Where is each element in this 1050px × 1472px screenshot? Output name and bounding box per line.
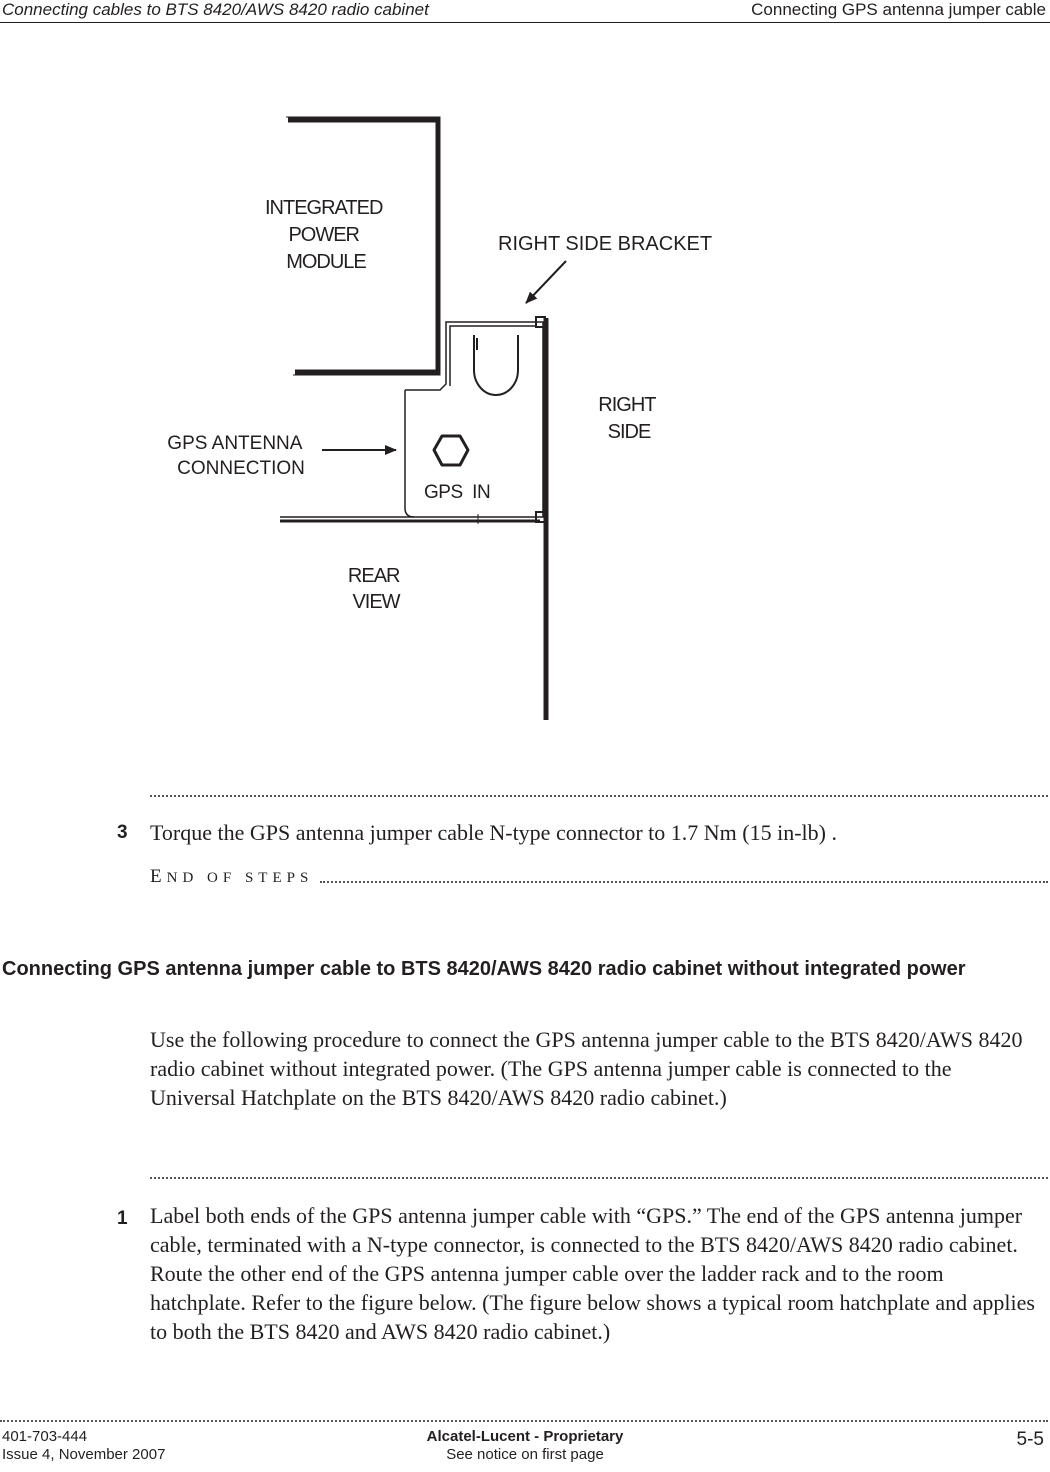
label-right-side-bracket: RIGHT SIDE BRACKET	[498, 233, 713, 255]
label-integrated-power-module	[265, 197, 387, 273]
step-number: 1	[117, 1208, 128, 1229]
section-intro: Use the following procedure to connect the GPS antenna jumper cable to the BTS 8420/AWS 8420 radio cabinet without integrated power. (The GPS antenna jumper cable is connected to the Universal Hatchplate on the BTS 8420/AWS 8420 radio cabinet.)	[150, 1027, 1023, 1110]
right-side-line-2: SIDE	[607, 421, 651, 443]
label-right-side	[598, 394, 659, 443]
issue-date: Issue 4, November 2007	[2, 1446, 166, 1463]
right-side-line-1: RIGHT	[598, 394, 656, 416]
integrated-power-module-outline	[286, 117, 440, 375]
running-header-right: Connecting GPS antenna jumper cable	[751, 0, 1046, 19]
gps-in-connector	[434, 436, 468, 465]
footer-rule	[0, 1420, 1048, 1422]
step-number: 3	[117, 822, 128, 843]
bracket-leader-arrow	[526, 261, 566, 303]
gps-conn-line-2: CONNECTION	[177, 458, 305, 479]
rear-view-line-1: REAR	[347, 565, 400, 587]
step-text: Torque the GPS antenna jumper cable N-type connector to 1.7 Nm (15 in-lb) .	[150, 820, 837, 845]
ipm-line-3: MODULE	[286, 251, 366, 273]
ipm-line-2: POWER	[288, 224, 359, 246]
proprietary-notice: See notice on first page	[446, 1446, 604, 1463]
ipm-line-1: INTEGRATED	[265, 197, 383, 219]
right-side-bracket-outline	[280, 317, 546, 720]
step-separator	[150, 795, 1048, 797]
end-of-steps: END OF STEPS	[150, 866, 314, 887]
step-text: Label both ends of the GPS antenna jumper cable with “GPS.” The end of the GPS antenna jumper cable, terminated with a N-type connector, is connected to the BTS 8420/AWS 8420 radio cabinet. Route the other end of the GPS antenna jumper cable over the ladder rack and to the room hatchplate. Refer to the figure below. (The figure below shows a typical room hatchplate and applies to both the BTS 8420 and AWS 8420 radio cabinet.)	[150, 1203, 1035, 1344]
step-separator	[150, 1177, 1048, 1179]
label-gps-antenna-connection	[167, 433, 306, 479]
running-header-left: Connecting cables to BTS 8420/AWS 8420 radio cabinet	[2, 0, 429, 19]
rear-view-line-2: VIEW	[352, 591, 400, 613]
slot-cutout	[474, 335, 518, 395]
proprietary-label: Alcatel-Lucent - Proprietary	[426, 1428, 624, 1445]
section-heading: Connecting GPS antenna jumper cable to BTS 8420/AWS 8420 radio cabinet without integrated power	[2, 958, 966, 980]
label-gps-in: GPS IN	[424, 482, 491, 503]
end-of-steps-rule	[320, 881, 1048, 883]
gps-conn-line-1: GPS ANTENNA	[167, 433, 302, 454]
doc-number: 401-703-444	[2, 1428, 88, 1445]
label-rear-view	[348, 565, 404, 613]
page-number: 5-5	[1016, 1429, 1044, 1450]
footer-proprietary	[0, 1428, 1050, 1464]
